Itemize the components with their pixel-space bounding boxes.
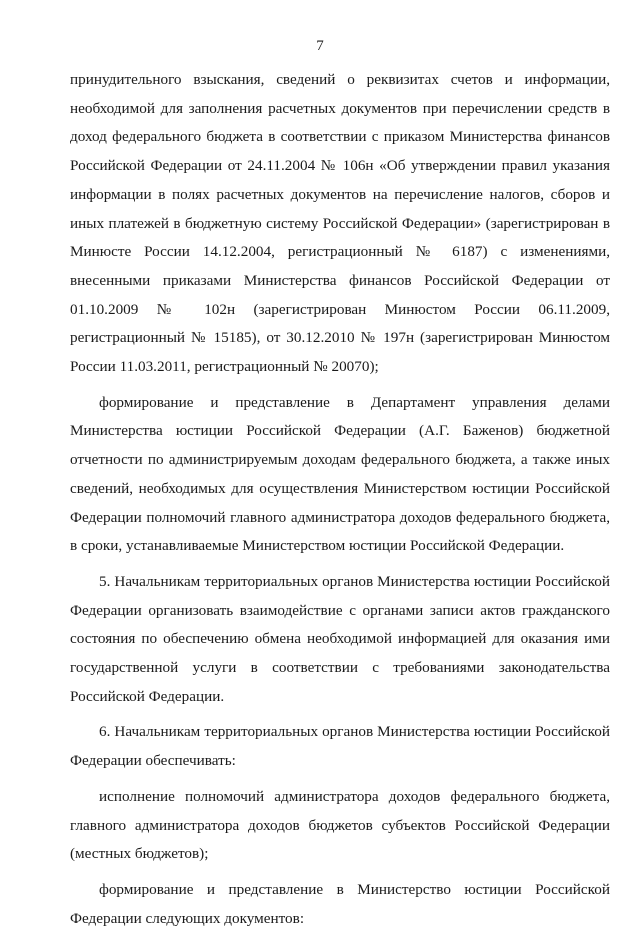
paragraph-budget-reporting: формирование и представление в Департамент управления делами Министерства юстиции Российской Федерации (А.Г. Баженов) бюджетной отчетности по администрируемым доходам федерального бюджета, а также иных сведений, необходимых для осуществления Министерством юстиции Российской Федерации полномочий главного администратора доходов федерального бюджета, в сроки, устанавливаемые Министерством юстиции Российской Федерации. [70,393,610,555]
paragraph-continuation-requisites: принудительного взыскания, сведений о реквизитах счетов и информации, необходимой для заполнения расчетных документов при перечислении средств в доход федерального бюджета в соответствии с приказом Министерства финансов Российской Федерации от 24.11.2004 № 106н «Об утверждении правил указания информации в полях расчетных документов на перечисление налогов, сборов и иных платежей в бюджетную систему Российской Федерации» (зарегистрирован в Минюсте России 14.12.2004, регистрационный № 6187) с изменениями, внесенными приказами Министерства финансов Российской Федерации от 01.10.2009 № 102н (зарегистрирован Минюстом России 06.11.2009, регистрационный № 15185), от 30.12.2010 № 197н (зарегистрирован Минюстом России 11.03.2011, регистрационный № 20070); [70,71,610,376]
paragraph-item-5: 5. Начальникам территориальных органов Министерства юстиции Российской Федерации организовать взаимодействие с органами записи актов гражданского состояния по обеспечению обмена необходимой информацией для оказания ими государственной услуги в соответствии с требованиями законодательства Российской Федерации. [70,572,610,705]
paragraph-revenue-administration: исполнение полномочий администратора доходов федерального бюджета, главного администратора доходов бюджетов субъектов Российской Федерации (местных бюджетов); [70,787,610,863]
paragraph-item-6: 6. Начальникам территориальных органов Министерства юстиции Российской Федерации обеспечивать: [70,723,610,770]
body-text [70,66,610,933]
page-number: 7 [316,38,324,54]
paragraph-documents-submission: формирование и представление в Министерство юстиции Российской Федерации следующих документов: [70,880,610,927]
